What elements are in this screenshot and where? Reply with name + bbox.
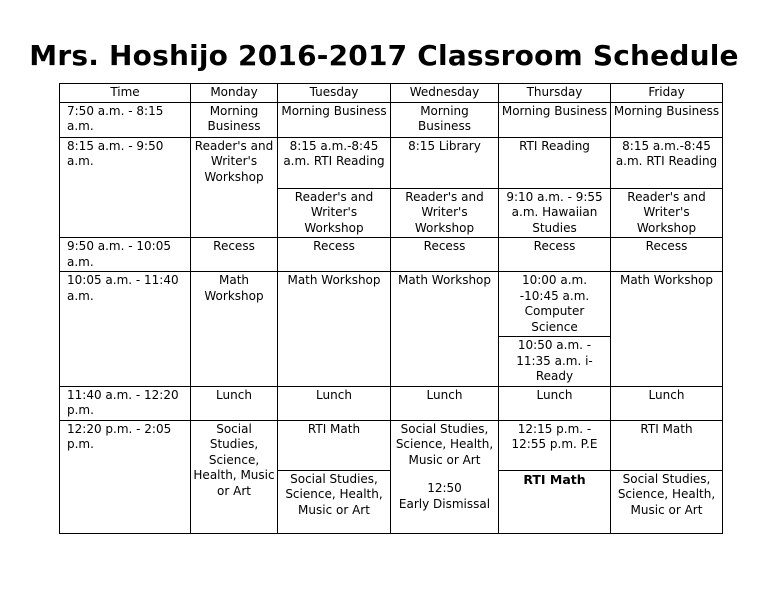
tuesday-cell: Reader's and Writer's Workshop: [278, 188, 391, 238]
time-cell: 12:20 p.m. - 2:05 p.m.: [60, 420, 191, 533]
time-cell: 7:50 a.m. - 8:15 a.m.: [60, 102, 191, 137]
tuesday-cell: Math Workshop: [278, 272, 391, 387]
friday-cell: Recess: [611, 238, 723, 272]
friday-cell: RTI Math: [611, 420, 723, 470]
wednesday-cell: Lunch: [391, 386, 499, 420]
tuesday-cell: Morning Business: [278, 102, 391, 137]
thursday-cell: Lunch: [499, 386, 611, 420]
header-row: [60, 84, 723, 103]
header-friday: Friday: [611, 84, 723, 103]
time-cell: 9:50 a.m. - 10:05 a.m.: [60, 238, 191, 272]
thursday-cell: 12:15 p.m. - 12:55 p.m. P.E: [499, 420, 611, 470]
thursday-cell: 10:50 a.m. - 11:35 a.m. i-Ready: [499, 337, 611, 387]
friday-cell: Morning Business: [611, 102, 723, 137]
tuesday-cell: RTI Math: [278, 420, 391, 470]
header-wednesday: Wednesday: [391, 84, 499, 103]
thursday-cell: RTI Math: [499, 470, 611, 533]
friday-cell: 8:15 a.m.-8:45 a.m. RTI Reading: [611, 137, 723, 188]
schedule-table: [59, 83, 723, 534]
early-dismissal: Early Dismissal: [398, 496, 491, 511]
thursday-cell: RTI Reading: [499, 137, 611, 188]
wednesday-subjects: Social Studies, Science, Health, Music or Art: [395, 421, 494, 467]
page-title: Mrs. Hoshijo 2016-2017 Classroom Schedule: [29, 39, 739, 72]
table-row: [60, 272, 723, 337]
wednesday-cell: Reader's and Writer's Workshop: [391, 188, 499, 238]
monday-cell: Morning Business: [191, 102, 278, 137]
tuesday-cell: 8:15 a.m.-8:45 a.m. RTI Reading: [278, 137, 391, 188]
header-tuesday: Tuesday: [278, 84, 391, 103]
monday-cell: Lunch: [191, 386, 278, 420]
thursday-cell: 10:00 a.m. -10:45 a.m. Computer Science: [499, 272, 611, 337]
friday-cell: Social Studies, Science, Health, Music or Art: [611, 470, 723, 533]
monday-cell: Math Workshop: [191, 272, 278, 387]
wednesday-cell: Math Workshop: [391, 272, 499, 387]
monday-cell: Recess: [191, 238, 278, 272]
dismissal-time: 12:50: [427, 481, 462, 495]
monday-cell: Social Studies, Science, Health, Music or Art: [191, 420, 278, 533]
friday-cell: Math Workshop: [611, 272, 723, 387]
wednesday-cell: Recess: [391, 238, 499, 272]
header-time: Time: [60, 84, 191, 103]
thursday-cell: Recess: [499, 238, 611, 272]
header-monday: Monday: [191, 84, 278, 103]
wednesday-cell: Morning Business: [391, 102, 499, 137]
tuesday-cell: Social Studies, Science, Health, Music or Art: [278, 470, 391, 533]
friday-cell: Reader's and Writer's Workshop: [611, 188, 723, 238]
time-cell: 11:40 a.m. - 12:20 p.m.: [60, 386, 191, 420]
thursday-cell: 9:10 a.m. - 9:55 a.m. Hawaiian Studies: [499, 188, 611, 238]
tuesday-cell: Recess: [278, 238, 391, 272]
table-row: [60, 102, 723, 137]
time-cell: 10:05 a.m. - 11:40 a.m.: [60, 272, 191, 387]
table-row: [60, 420, 723, 470]
table-row: [60, 386, 723, 420]
table-row: [60, 238, 723, 272]
table-row: [60, 137, 723, 188]
wednesday-cell: 8:15 Library: [391, 137, 499, 188]
tuesday-cell: Lunch: [278, 386, 391, 420]
time-cell: 8:15 a.m. - 9:50 a.m.: [60, 137, 191, 238]
thursday-cell: Morning Business: [499, 102, 611, 137]
friday-cell: Lunch: [611, 386, 723, 420]
wednesday-cell: [391, 420, 499, 533]
monday-cell: Reader's and Writer's Workshop: [191, 137, 278, 238]
header-thursday: Thursday: [499, 84, 611, 103]
